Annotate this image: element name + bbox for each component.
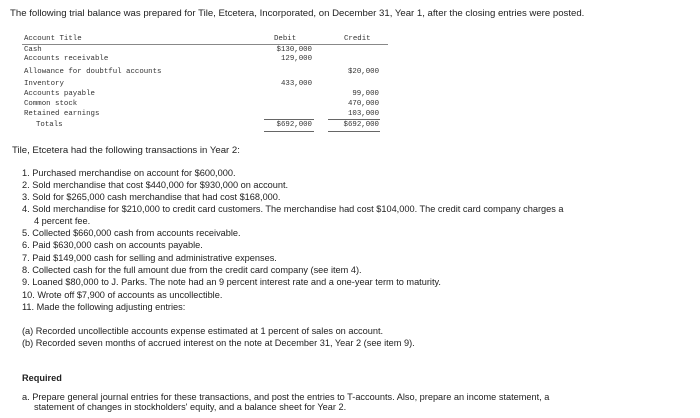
table-row bbox=[22, 100, 388, 110]
account-title: Cash bbox=[24, 46, 42, 54]
table-row bbox=[22, 80, 388, 90]
account-title: Inventory bbox=[24, 80, 64, 88]
intro-text: The following trial balance was prepared for Tile, Etcetera, Incorporated, on December 31, Year 1, after the closing entries were posted. bbox=[10, 8, 585, 19]
header-credit: Credit bbox=[344, 35, 371, 43]
required-item-a-line2: statement of changes in stockholders' equity, and a balance sheet for Year 2. bbox=[34, 402, 347, 412]
transaction-item: 9. Loaned $80,000 to J. Parks. The note had an 9 percent interest rate and a one-year term to maturity. bbox=[22, 277, 441, 287]
trial-balance-header bbox=[22, 33, 388, 45]
credit-value: 470,000 bbox=[347, 100, 379, 108]
transactions-heading: Tile, Etcetera had the following transactions in Year 2: bbox=[12, 145, 240, 156]
adjusting-entry-a: (a) Recorded uncollectible accounts expense estimated at 1 percent of sales on account. bbox=[22, 326, 384, 336]
header-account-title: Account Title bbox=[24, 35, 82, 43]
transaction-item: 7. Paid $149,000 cash for selling and administrative expenses. bbox=[22, 253, 277, 263]
totals-row bbox=[22, 121, 388, 131]
transaction-item: 2. Sold merchandise that cost $440,000 for $930,000 on account. bbox=[22, 180, 289, 190]
credit-total: $692,000 bbox=[343, 121, 379, 129]
account-title: Accounts receivable bbox=[24, 55, 109, 63]
totals-label: Totals bbox=[36, 121, 63, 129]
account-title: Retained earnings bbox=[24, 110, 100, 118]
account-title: Accounts payable bbox=[24, 90, 95, 98]
table-row bbox=[22, 90, 388, 100]
transaction-item: 3. Sold for $265,000 cash merchandise that had cost $168,000. bbox=[22, 192, 281, 202]
required-heading: Required bbox=[22, 373, 62, 383]
required-item-a bbox=[22, 392, 549, 412]
credit-value: $20,000 bbox=[347, 68, 379, 76]
transaction-item-continuation: 4 percent fee. bbox=[34, 216, 91, 226]
trial-balance-table bbox=[22, 33, 390, 133]
credit-total-rule bbox=[328, 131, 380, 132]
header-debit: Debit bbox=[274, 35, 297, 43]
debit-value: 433,000 bbox=[280, 80, 312, 88]
adjusting-entry-b: (b) Recorded seven months of accrued interest on the note at December 31, Year 2 (see item 9). bbox=[22, 338, 415, 348]
transaction-item: 5. Collected $660,000 cash from accounts receivable. bbox=[22, 228, 241, 238]
transaction-item: 8. Collected cash for the full amount due from the credit card company (see item 4). bbox=[22, 265, 362, 275]
credit-value: 103,000 bbox=[347, 110, 379, 118]
credit-value: 99,000 bbox=[352, 90, 379, 98]
credit-subtotal-rule bbox=[328, 119, 380, 120]
debit-value: $130,000 bbox=[276, 46, 312, 54]
table-row bbox=[22, 55, 388, 65]
account-title: Allowance for doubtful accounts bbox=[24, 68, 162, 76]
account-title: Common stock bbox=[24, 100, 78, 108]
debit-value: 129,000 bbox=[280, 55, 312, 63]
required-item-a-line1: a. Prepare general journal entries for these transactions, and post the entries to T-accounts. Also, prepare an income statement, a bbox=[22, 392, 550, 402]
transaction-item: 11. Made the following adjusting entries: bbox=[22, 302, 186, 312]
transaction-item: 1. Purchased merchandise on account for $600,000. bbox=[22, 168, 236, 178]
table-row bbox=[22, 68, 388, 78]
transaction-item: 4. Sold merchandise for $210,000 to credit card customers. The merchandise had cost $104,000. The credit card company charges a bbox=[22, 204, 564, 214]
debit-total: $692,000 bbox=[276, 121, 312, 129]
debit-subtotal-rule bbox=[264, 119, 314, 120]
transaction-item: 10. Wrote off $7,900 of accounts as uncollectible. bbox=[22, 290, 223, 300]
transaction-item: 6. Paid $630,000 cash on accounts payable. bbox=[22, 240, 203, 250]
debit-total-rule bbox=[264, 131, 314, 132]
